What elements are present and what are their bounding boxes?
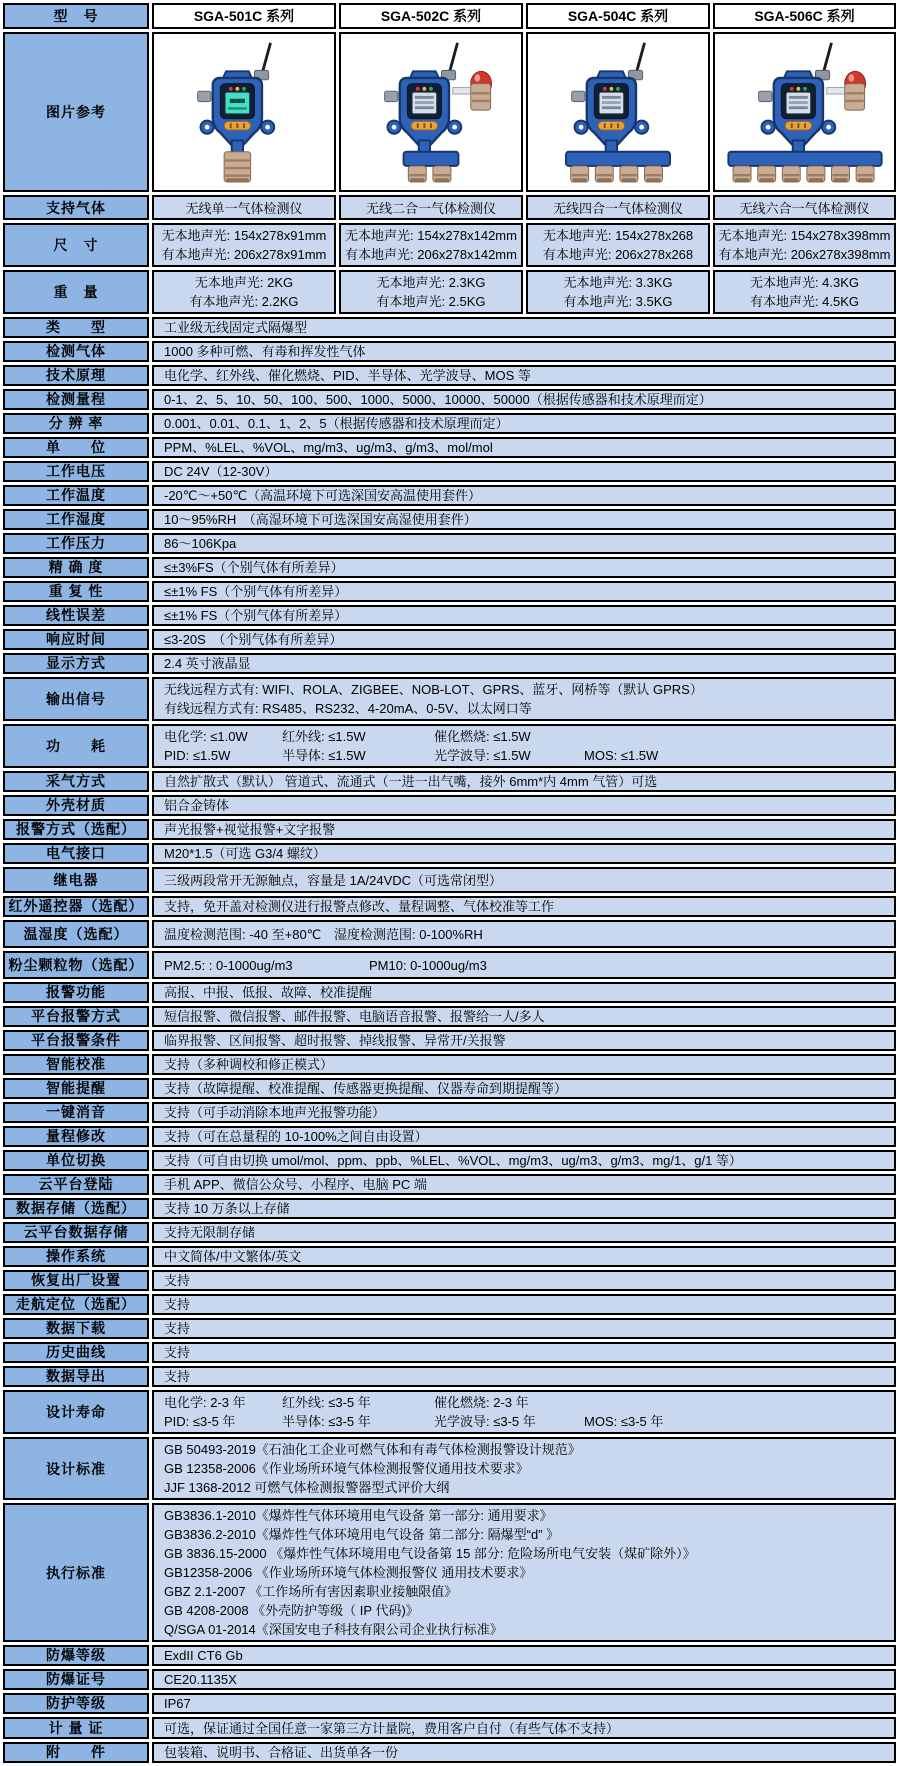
data-storage-label: 数据存储（选配） bbox=[3, 1198, 149, 1219]
dimensions-value-4 bbox=[713, 223, 896, 267]
working-voltage-label: 工作电压 bbox=[3, 461, 149, 482]
power-consumption-line-1 bbox=[164, 727, 888, 746]
working-pressure-value: 86～106Kpa bbox=[152, 533, 896, 554]
resolution-label: 分 辨 率 bbox=[3, 413, 149, 434]
dimensions-line: 有本地声光: 206x278x142mm bbox=[345, 247, 517, 262]
spec-row-ir-remote bbox=[3, 896, 896, 917]
design-life-segment: PID: ≤3-5 年 bbox=[164, 1414, 236, 1429]
spec-row-explosion-proof-rating bbox=[3, 1645, 896, 1666]
weight-line: 有本地声光: 4.5KG bbox=[749, 294, 860, 309]
accessories-label: 附 件 bbox=[3, 1742, 149, 1763]
spec-row-supported-gas bbox=[3, 195, 896, 220]
ip-rating-label: 防护等级 bbox=[3, 1693, 149, 1714]
explosion-proof-rating-label: 防爆等级 bbox=[3, 1645, 149, 1666]
spec-row-metrology-cert bbox=[3, 1717, 896, 1739]
spec-row-units bbox=[3, 437, 896, 458]
spec-row-platform-alarm-conditions bbox=[3, 1030, 896, 1051]
dimensions-line: 无本地声光: 154x278x268 bbox=[542, 228, 694, 243]
working-temperature-value: -20℃～+50℃（高温环境下可选深国安高温使用套件） bbox=[152, 485, 896, 506]
temp-humidity-label: 温湿度（选配） bbox=[3, 920, 149, 948]
design-life-segment: 光学波导: ≤3-5 年 bbox=[434, 1414, 536, 1429]
execution-standards-line-4: GB12358-2006 《作业场所环境气体检测报警仪 通用技术要求》 bbox=[164, 1565, 533, 1580]
design-life-segment: 半导体: ≤3-5 年 bbox=[282, 1414, 371, 1429]
spec-row-working-voltage bbox=[3, 461, 896, 482]
one-key-mute-label: 一键消音 bbox=[3, 1102, 149, 1123]
alarm-functions-value: 高报、中报、低报、故障、校准提醒 bbox=[152, 982, 896, 1003]
spec-row-linearity-error bbox=[3, 605, 896, 626]
dust-particles-label: 粉尘颗粒物（选配） bbox=[3, 951, 149, 979]
weight-line: 有本地声光: 2.5KG bbox=[376, 294, 486, 309]
power-consumption-segment: 催化燃烧: ≤1.5W bbox=[434, 729, 531, 744]
design-life-segment: 红外线: ≤3-5 年 bbox=[282, 1395, 371, 1410]
accuracy-label: 精 确 度 bbox=[3, 557, 149, 578]
weight-value-2 bbox=[339, 270, 523, 314]
spec-row-model bbox=[3, 3, 896, 29]
device-cell-1 bbox=[152, 32, 336, 192]
repeatability-value: ≤±1% FS（个别气体有所差异） bbox=[152, 581, 896, 602]
spec-row-data-export bbox=[3, 1366, 896, 1387]
weight-line: 无本地声光: 3.3KG bbox=[563, 275, 673, 290]
spec-row-unit-switch bbox=[3, 1150, 896, 1171]
smart-calibration-label: 智能校准 bbox=[3, 1054, 149, 1075]
supported-gas-value-4: 无线六合一气体检测仪 bbox=[713, 195, 896, 220]
weight-line: 无本地声光: 2.3KG bbox=[376, 275, 486, 290]
spec-row-alarm-functions bbox=[3, 982, 896, 1003]
resolution-value: 0.001、0.01、0.1、1、2、5（根据传感器和技术原理而定） bbox=[152, 413, 896, 434]
electrical-interface-value: M20*1.5（可选 G3/4 螺纹） bbox=[152, 843, 896, 864]
working-voltage-value: DC 24V（12-30V） bbox=[152, 461, 896, 482]
detection-range-label: 检测量程 bbox=[3, 389, 149, 410]
data-download-label: 数据下载 bbox=[3, 1318, 149, 1339]
factory-reset-label: 恢复出厂设置 bbox=[3, 1270, 149, 1291]
spec-row-working-pressure bbox=[3, 533, 896, 554]
execution-standards-value bbox=[152, 1503, 896, 1642]
spec-row-temp-humidity bbox=[3, 920, 896, 948]
dimensions-line: 无本地声光: 154x278x398mm bbox=[718, 228, 891, 243]
working-humidity-label: 工作湿度 bbox=[3, 509, 149, 530]
spec-row-detection-range bbox=[3, 389, 896, 410]
metrology-cert-label: 计 量 证 bbox=[3, 1717, 149, 1739]
supported-gas-value-1: 无线单一气体检测仪 bbox=[152, 195, 336, 220]
smart-reminder-value: 支持（故障提醒、校准提醒、传感器更换提醒、仪器寿命到期提醒等） bbox=[152, 1078, 896, 1099]
data-storage-value: 支持 10 万条以上存储 bbox=[152, 1198, 896, 1219]
spec-row-one-key-mute bbox=[3, 1102, 896, 1123]
sampling-method-value: 自然扩散式（默认） 管道式、流通式（一进一出气嘴，接外 6mm*内 4mm 气管）可选 bbox=[152, 771, 896, 792]
factory-reset-value: 支持 bbox=[152, 1270, 896, 1291]
spec-row-data-download bbox=[3, 1318, 896, 1339]
spec-row-weight bbox=[3, 270, 896, 314]
accuracy-value: ≤±3%FS（个别气体有所差异） bbox=[152, 557, 896, 578]
ip-rating-value: IP67 bbox=[152, 1693, 896, 1714]
working-temperature-label: 工作温度 bbox=[3, 485, 149, 506]
display-mode-label: 显示方式 bbox=[3, 653, 149, 674]
units-label: 单 位 bbox=[3, 437, 149, 458]
power-consumption-segment: MOS: ≤1.5W bbox=[584, 748, 659, 763]
repeatability-label: 重 复 性 bbox=[3, 581, 149, 602]
dimensions-line: 无本地声光: 154x278x91mm bbox=[161, 228, 327, 243]
spec-row-platform-alarm-methods bbox=[3, 1006, 896, 1027]
dimensions-line: 有本地声光: 206x278x91mm bbox=[161, 247, 327, 262]
one-key-mute-value: 支持（可手动消除本地声光报警功能） bbox=[152, 1102, 896, 1123]
spec-row-ip-rating bbox=[3, 1693, 896, 1714]
power-consumption-line-2 bbox=[164, 746, 888, 765]
operating-system-label: 操作系统 bbox=[3, 1246, 149, 1267]
device-image-sga-502c bbox=[341, 34, 521, 190]
platform-alarm-conditions-value: 临界报警、区间报警、超时报警、掉线报警、异常开/关报警 bbox=[152, 1030, 896, 1051]
response-time-value: ≤3-20S （个别气体有所差异） bbox=[152, 629, 896, 650]
spec-row-design-life bbox=[3, 1390, 896, 1434]
operating-system-value: 中文简体/中文繁体/英文 bbox=[152, 1246, 896, 1267]
spec-row-repeatability bbox=[3, 581, 896, 602]
design-life-value bbox=[152, 1390, 896, 1434]
spec-row-factory-reset bbox=[3, 1270, 896, 1291]
weight-line: 有本地声光: 2.2KG bbox=[189, 294, 299, 309]
explosion-proof-cert-value: CE20.1135X bbox=[152, 1669, 896, 1690]
technology-value: 电化学、红外线、催化燃烧、PID、半导体、光学波导、MOS 等 bbox=[152, 365, 896, 386]
device-cell-2 bbox=[339, 32, 523, 192]
spec-row-design-standards bbox=[3, 1437, 896, 1500]
spec-row-technology bbox=[3, 365, 896, 386]
execution-standards-line-1: GB3836.1-2010《爆炸性气体环境用电气设备 第一部分: 通用要求》 bbox=[164, 1508, 553, 1523]
execution-standards-line-6: GB 4208-2008 《外壳防护等级（ IP 代码)》 bbox=[164, 1603, 419, 1618]
explosion-proof-cert-label: 防爆证号 bbox=[3, 1669, 149, 1690]
spec-row-navigation-positioning bbox=[3, 1294, 896, 1315]
display-mode-value: 2.4 英寸液晶显 bbox=[152, 653, 896, 674]
detected-gases-label: 检测气体 bbox=[3, 341, 149, 362]
history-curve-label: 历史曲线 bbox=[3, 1342, 149, 1363]
design-life-segment: MOS: ≤3-5 年 bbox=[584, 1414, 664, 1429]
range-modification-label: 量程修改 bbox=[3, 1126, 149, 1147]
power-consumption-segment: 半导体: ≤1.5W bbox=[282, 748, 366, 763]
execution-standards-line-2: GB3836.2-2010《爆炸性气体环境用电气设备 第二部分: 隔爆型“d” 》 bbox=[164, 1527, 560, 1542]
cloud-data-storage-value: 支持无限制存储 bbox=[152, 1222, 896, 1243]
supported-gas-value-2: 无线二合一气体检测仪 bbox=[339, 195, 523, 220]
model-header-4: SGA-506C 系列 bbox=[713, 3, 896, 29]
device-cell-4 bbox=[713, 32, 896, 192]
design-life-segment: 催化燃烧: 2-3 年 bbox=[434, 1395, 529, 1410]
working-humidity-value: 10～95%RH （高湿环境下可选深国安高湿使用套件） bbox=[152, 509, 896, 530]
weight-value-1 bbox=[152, 270, 336, 314]
type-label: 类 型 bbox=[3, 317, 149, 338]
cloud-data-storage-label: 云平台数据存储 bbox=[3, 1222, 149, 1243]
spec-row-accessories bbox=[3, 1742, 896, 1763]
temp-humidity-value bbox=[152, 920, 896, 948]
design-life-line-2 bbox=[164, 1412, 888, 1431]
housing-material-label: 外壳材质 bbox=[3, 795, 149, 816]
sampling-method-label: 采气方式 bbox=[3, 771, 149, 792]
spec-row-dimensions bbox=[3, 223, 896, 267]
electrical-interface-label: 电气接口 bbox=[3, 843, 149, 864]
dimensions-value-3 bbox=[526, 223, 710, 267]
units-value: PPM、%LEL、%VOL、mg/m3、ug/m3、g/m3、mol/mol bbox=[152, 437, 896, 458]
cloud-login-value: 手机 APP、微信公众号、小程序、电脑 PC 端 bbox=[152, 1174, 896, 1195]
data-export-value: 支持 bbox=[152, 1366, 896, 1387]
execution-standards-label: 执行标准 bbox=[3, 1503, 149, 1642]
weight-value-4 bbox=[713, 270, 896, 314]
model-header-2: SGA-502C 系列 bbox=[339, 3, 523, 29]
detection-range-value: 0-1、2、5、10、50、100、500、1000、5000、10000、50000（根据传感器和技术原理而定） bbox=[152, 389, 896, 410]
dust-particles-value bbox=[152, 951, 896, 979]
smart-reminder-label: 智能提醒 bbox=[3, 1078, 149, 1099]
spec-row-data-storage bbox=[3, 1198, 896, 1219]
weight-label: 重 量 bbox=[3, 270, 149, 314]
spec-row-resolution bbox=[3, 413, 896, 434]
alarm-mode-label: 报警方式（选配） bbox=[3, 819, 149, 840]
dimensions-line: 有本地声光: 206x278x268 bbox=[542, 247, 694, 262]
relay-value: 三级两段常开无源触点，容量是 1A/24VDC（可选常闭型） bbox=[152, 867, 896, 893]
dust-particles-segment: PM10: 0-1000ug/m3 bbox=[369, 957, 487, 973]
supported-gas-label: 支持气体 bbox=[3, 195, 149, 220]
design-standards-line-1: GB 50493-2019《石油化工企业可燃气体和有毒气体检测报警设计规范》 bbox=[164, 1442, 581, 1457]
spec-row-cloud-login bbox=[3, 1174, 896, 1195]
spec-row-range-modification bbox=[3, 1126, 896, 1147]
navigation-positioning-label: 走航定位（选配） bbox=[3, 1294, 149, 1315]
spec-row-cloud-data-storage bbox=[3, 1222, 896, 1243]
device-image-sga-501c bbox=[154, 34, 334, 190]
response-time-label: 响应时间 bbox=[3, 629, 149, 650]
weight-line: 无本地声光: 2KG bbox=[194, 275, 294, 290]
alarm-mode-value: 声光报警+视觉报警+文字报警 bbox=[152, 819, 896, 840]
dust-particles-segment: PM2.5: : 0-1000ug/m3 bbox=[164, 957, 293, 973]
spec-row-operating-system bbox=[3, 1246, 896, 1267]
history-curve-value: 支持 bbox=[152, 1342, 896, 1363]
data-export-label: 数据导出 bbox=[3, 1366, 149, 1387]
ir-remote-value: 支持，免开盖对检测仪进行报警点修改、量程调整、气体校准等工作 bbox=[152, 896, 896, 917]
design-standards-line-3: JJF 1368-2012 可燃气体检测报警器型式评价大纲 bbox=[164, 1480, 450, 1495]
ir-remote-label: 红外遥控器（选配） bbox=[3, 896, 149, 917]
spec-row-accuracy bbox=[3, 557, 896, 578]
spec-row-smart-reminder bbox=[3, 1078, 896, 1099]
spec-row-display-mode bbox=[3, 653, 896, 674]
platform-alarm-methods-label: 平台报警方式 bbox=[3, 1006, 149, 1027]
execution-standards-line-7: Q/SGA 01-2014《深国安电子科技有限公司企业执行标准》 bbox=[164, 1622, 503, 1637]
spec-row-electrical-interface bbox=[3, 843, 896, 864]
spec-row-image-reference bbox=[3, 32, 896, 192]
spec-row-smart-calibration bbox=[3, 1054, 896, 1075]
power-consumption-segment: 光学波导: ≤1.5W bbox=[434, 748, 531, 763]
unit-switch-value: 支持（可自由切换 umol/mol、ppm、ppb、%LEL、%VOL、mg/m3、ug/m3、g/m3、mg/1、g/1 等） bbox=[152, 1150, 896, 1171]
design-life-segment: 电化学: 2-3 年 bbox=[164, 1395, 246, 1410]
spec-row-housing-material bbox=[3, 795, 896, 816]
design-standards-line-2: GB 12358-2006《作业场所环境气体检测报警仪通用技术要求》 bbox=[164, 1461, 529, 1476]
detected-gases-value: 1000 多种可燃、有毒和挥发性气体 bbox=[152, 341, 896, 362]
metrology-cert-value: 可选，保证通过全国任意一家第三方计量院，费用客户自付（有些气体不支持） bbox=[152, 1717, 896, 1739]
type-value: 工业级无线固定式隔爆型 bbox=[152, 317, 896, 338]
dimensions-label: 尺 寸 bbox=[3, 223, 149, 267]
spec-row-working-humidity bbox=[3, 509, 896, 530]
temp-humidity-line-1 bbox=[164, 925, 888, 944]
spec-row-sampling-method bbox=[3, 771, 896, 792]
unit-switch-label: 单位切换 bbox=[3, 1150, 149, 1171]
model-label: 型 号 bbox=[3, 3, 149, 29]
technology-label: 技术原理 bbox=[3, 365, 149, 386]
working-pressure-label: 工作压力 bbox=[3, 533, 149, 554]
dimensions-line: 有本地声光: 206x278x398mm bbox=[718, 247, 891, 262]
power-consumption-value bbox=[152, 724, 896, 768]
relay-label: 继电器 bbox=[3, 867, 149, 893]
spec-row-dust-particles bbox=[3, 951, 896, 979]
range-modification-value: 支持（可在总量程的 10-100%之间自由设置） bbox=[152, 1126, 896, 1147]
model-header-1: SGA-501C 系列 bbox=[152, 3, 336, 29]
weight-value-3 bbox=[526, 270, 710, 314]
dimensions-value-2 bbox=[339, 223, 523, 267]
execution-standards-line-3: GB 3836.15-2000 《爆炸性气体环境用电气设备第 15 部分: 危险场所电气安装（煤矿除外）》 bbox=[164, 1546, 696, 1561]
power-consumption-label: 功 耗 bbox=[3, 724, 149, 768]
spec-row-history-curve bbox=[3, 1342, 896, 1363]
temp-humidity-segment: 湿度检测范围: 0-100%RH bbox=[334, 926, 483, 942]
explosion-proof-rating-value: ExdII CT6 Gb bbox=[152, 1645, 896, 1666]
spec-row-type bbox=[3, 317, 896, 338]
alarm-functions-label: 报警功能 bbox=[3, 982, 149, 1003]
spec-row-working-temperature bbox=[3, 485, 896, 506]
dimensions-line: 无本地声光: 154x278x142mm bbox=[345, 228, 517, 243]
spec-row-output-signal bbox=[3, 677, 896, 721]
cloud-login-label: 云平台登陆 bbox=[3, 1174, 149, 1195]
weight-line: 无本地声光: 4.3KG bbox=[749, 275, 860, 290]
dimensions-value-1 bbox=[152, 223, 336, 267]
output-signal-line-2: 有线远程方式有: RS485、RS232、4-20mA、0-5V、以太网口等 bbox=[164, 701, 532, 716]
supported-gas-value-3: 无线四合一气体检测仪 bbox=[526, 195, 710, 220]
execution-standards-line-5: GBZ 2.1-2007 《工作场所有害因素职业接触限值》 bbox=[164, 1584, 458, 1599]
spec-row-detected-gases bbox=[3, 341, 896, 362]
output-signal-line-1: 无线远程方式有: WIFI、ROLA、ZIGBEE、NOB-LOT、GPRS、蓝牙、网桥等（默认 GPRS） bbox=[164, 682, 703, 697]
smart-calibration-value: 支持（多种调校和修正模式） bbox=[152, 1054, 896, 1075]
device-image-sga-506c bbox=[715, 34, 894, 190]
image-reference-label: 图片参考 bbox=[3, 32, 149, 192]
design-standards-label: 设计标准 bbox=[3, 1437, 149, 1500]
model-header-3: SGA-504C 系列 bbox=[526, 3, 710, 29]
platform-alarm-methods-value: 短信报警、微信报警、邮件报警、电脑语音报警、报警给一人/多人 bbox=[152, 1006, 896, 1027]
output-signal-label: 输出信号 bbox=[3, 677, 149, 721]
temp-humidity-segment: 温度检测范围: -40 至+80℃ bbox=[164, 926, 322, 942]
spec-row-power-consumption bbox=[3, 724, 896, 768]
power-consumption-segment: 红外线: ≤1.5W bbox=[282, 729, 366, 744]
output-signal-value bbox=[152, 677, 896, 721]
device-image-sga-504c bbox=[528, 34, 708, 190]
linearity-error-label: 线性误差 bbox=[3, 605, 149, 626]
spec-row-relay bbox=[3, 867, 896, 893]
spec-row-response-time bbox=[3, 629, 896, 650]
device-cell-3 bbox=[526, 32, 710, 192]
spec-row-alarm-mode bbox=[3, 819, 896, 840]
navigation-positioning-value: 支持 bbox=[152, 1294, 896, 1315]
weight-line: 有本地声光: 3.5KG bbox=[563, 294, 673, 309]
housing-material-value: 铝合金铸体 bbox=[152, 795, 896, 816]
design-life-line-1 bbox=[164, 1393, 888, 1412]
accessories-value: 包装箱、说明书、合格证、出货单各一份 bbox=[152, 1742, 896, 1763]
spec-row-execution-standards bbox=[3, 1503, 896, 1642]
design-life-label: 设计寿命 bbox=[3, 1390, 149, 1434]
power-consumption-segment: 电化学: ≤1.0W bbox=[164, 729, 248, 744]
design-standards-value bbox=[152, 1437, 896, 1500]
spec-row-explosion-proof-cert bbox=[3, 1669, 896, 1690]
power-consumption-segment: PID: ≤1.5W bbox=[164, 748, 231, 763]
platform-alarm-conditions-label: 平台报警条件 bbox=[3, 1030, 149, 1051]
dust-particles-line-1 bbox=[164, 956, 888, 975]
linearity-error-value: ≤±1% FS（个别气体有所差异） bbox=[152, 605, 896, 626]
data-download-value: 支持 bbox=[152, 1318, 896, 1339]
